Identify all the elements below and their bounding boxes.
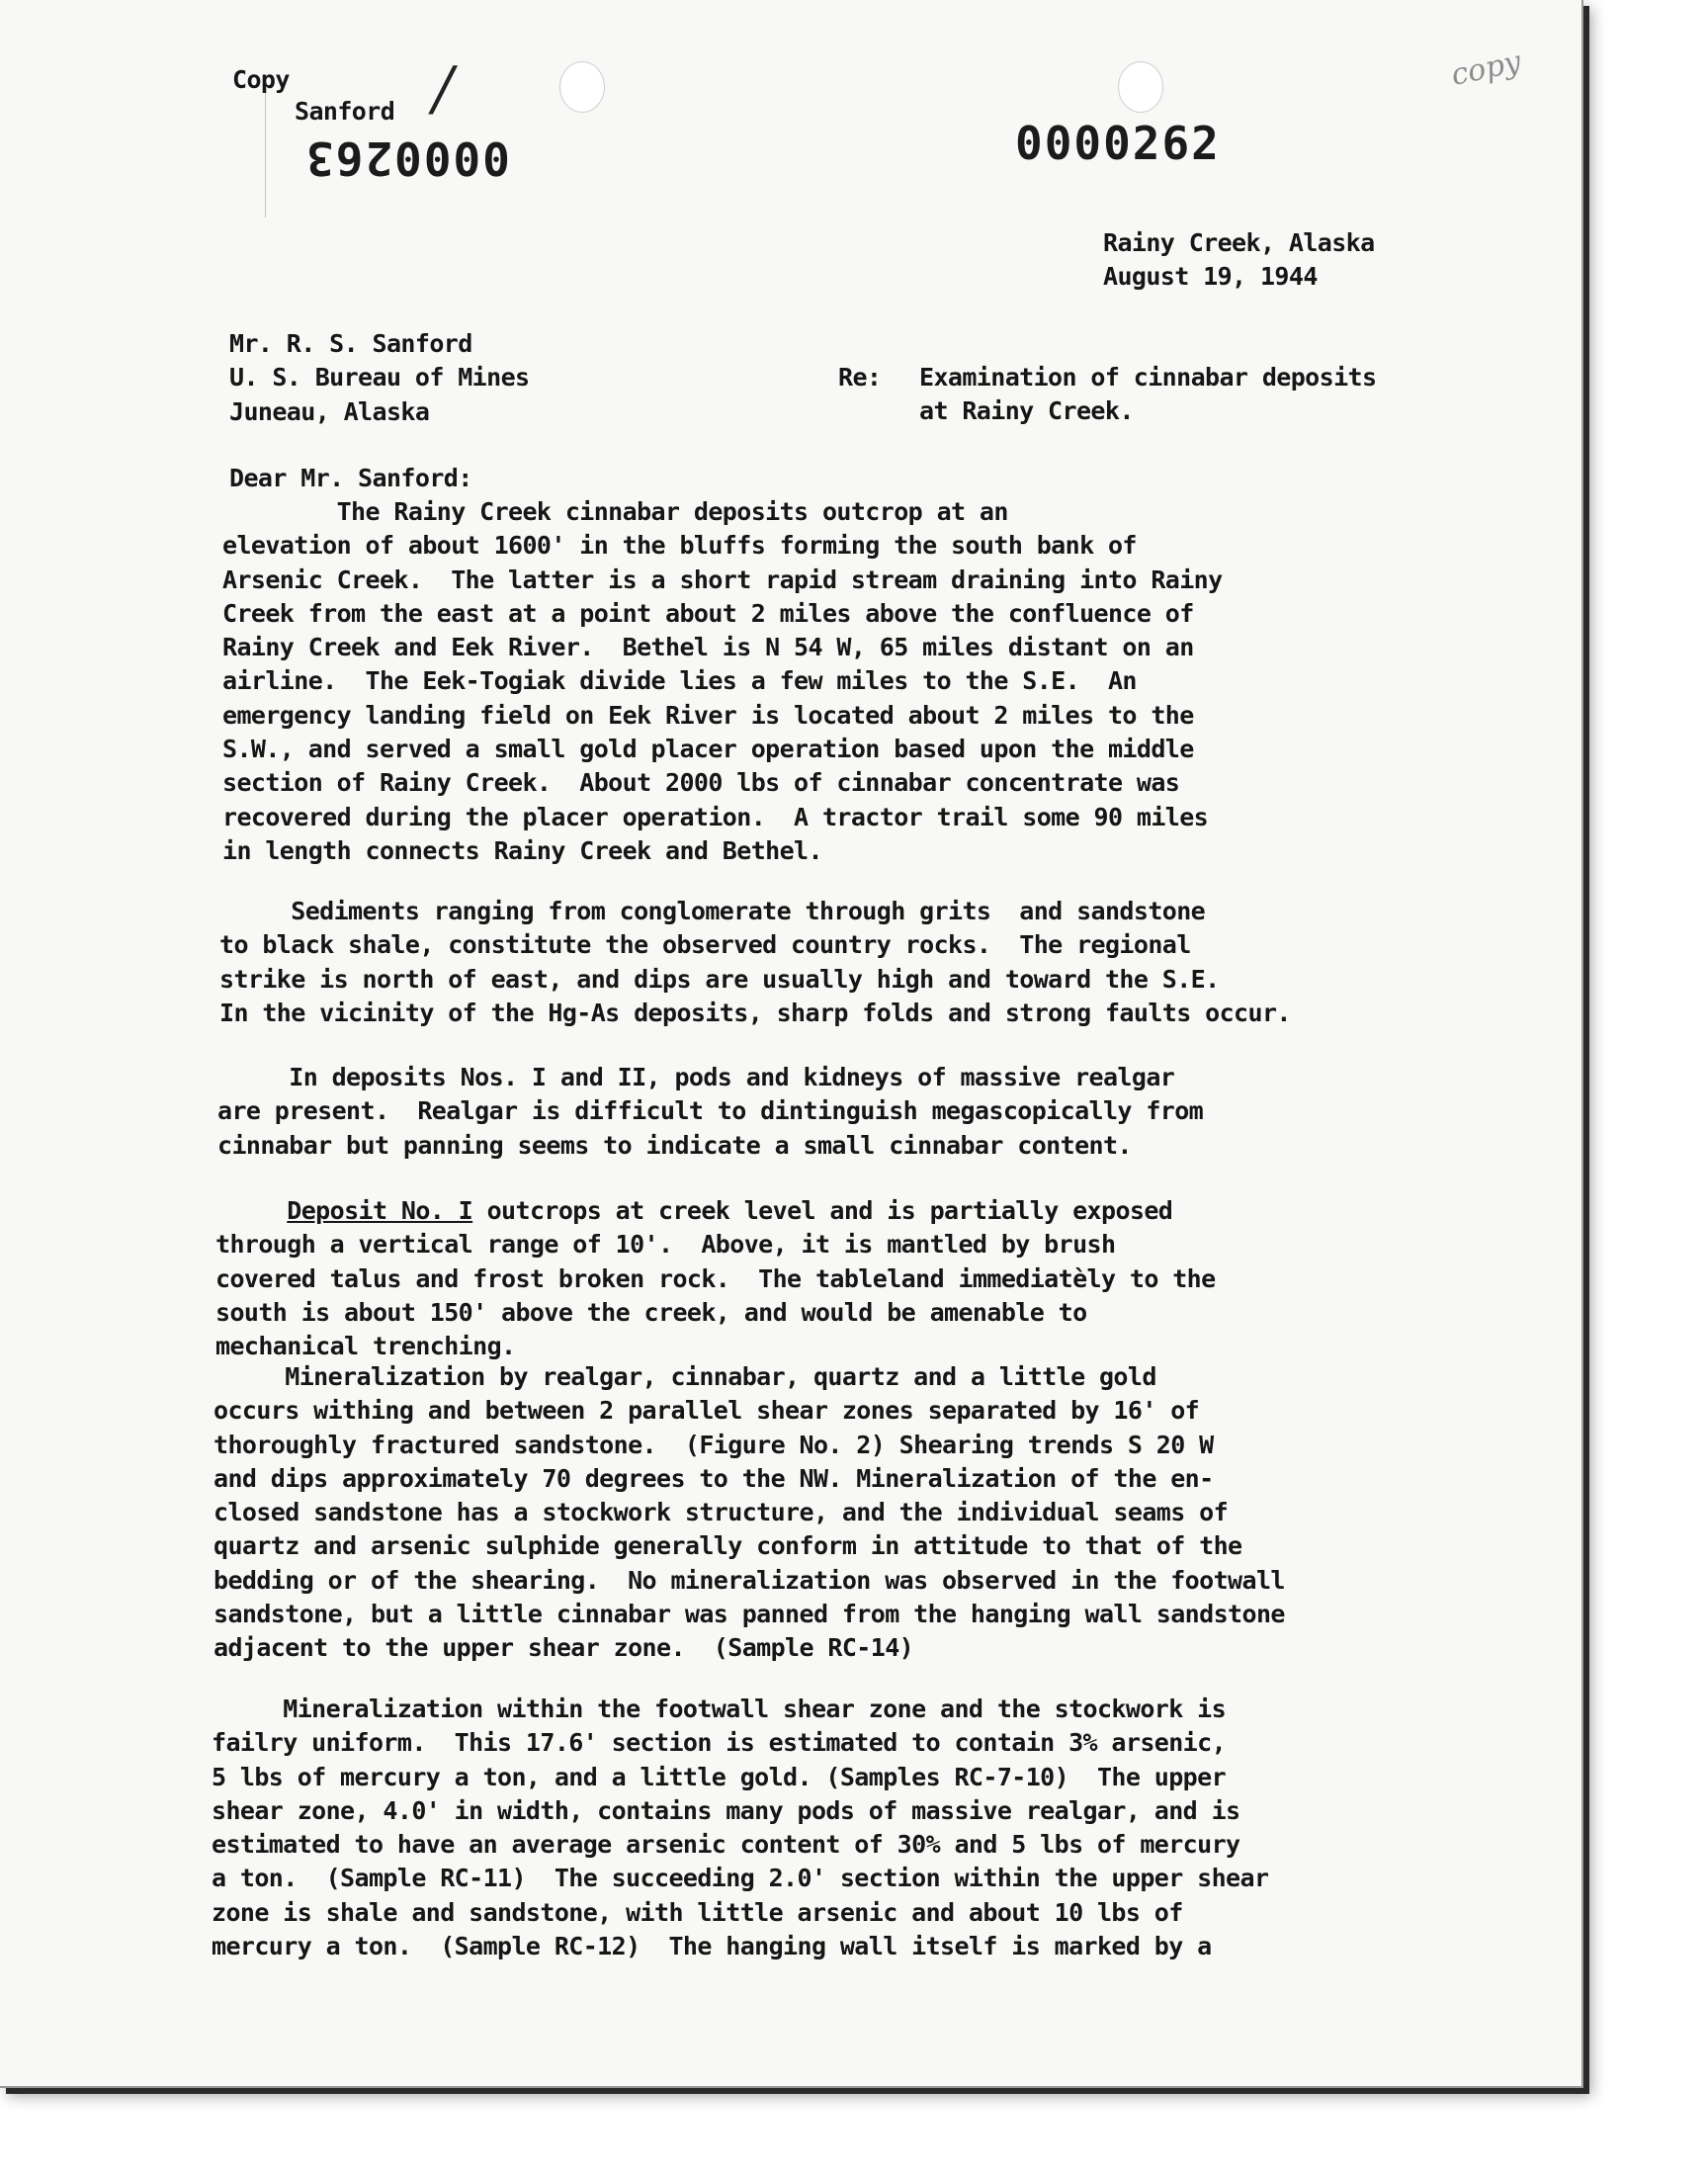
text-line: elevation of about 1600' in the bluffs forming the south bank of xyxy=(222,531,1137,561)
deposit-intro: outcrops at creek level and is partially exposed xyxy=(472,1196,1173,1225)
text-line: mercury a ton. (Sample RC-12) The hanging wall itself is marked by a xyxy=(212,1932,1212,1961)
letter-place: Rainy Creek, Alaska xyxy=(1103,228,1375,257)
punch-hole-left xyxy=(559,61,605,113)
recipient-line: Juneau, Alaska xyxy=(229,396,430,426)
re-label: Re: xyxy=(838,363,882,392)
text-line: S.W., and served a small gold placer operation based upon the middle xyxy=(222,735,1194,764)
text-line: bedding or of the shearing. No mineralization was observed in the footwall xyxy=(214,1565,1285,1595)
text-line: Rainy Creek and Eek River. Bethel is N 54 W, 65 miles distant on an xyxy=(222,633,1194,662)
text-line: are present. Realgar is difficult to dintinguish megascopically from xyxy=(217,1096,1204,1126)
text-line: through a vertical range of 10'. Above, it is mantled by brush xyxy=(215,1230,1116,1260)
text-line: emergency landing field on Eek River is located about 2 miles to the xyxy=(222,700,1194,730)
text-line: occurs withing and between 2 parallel shear zones separated by 16' of xyxy=(214,1396,1200,1426)
text-line: shear zone, 4.0' in width, contains many pods of massive realgar, and is xyxy=(212,1795,1240,1825)
paragraph-6 xyxy=(212,1693,1268,1963)
text-line: Mineralization by realgar, cinnabar, quartz and a little gold xyxy=(214,1362,1156,1391)
re-line: at Rainy Creek. xyxy=(919,396,1134,426)
text-line: recovered during the placer operation. A tractor trail some 90 miles xyxy=(222,802,1209,831)
punch-hole-right xyxy=(1118,61,1163,113)
paragraph-4 xyxy=(215,1194,1216,1363)
text-line: thoroughly fractured sandstone. (Figure No. 2) Shearing trends S 20 W xyxy=(214,1430,1214,1459)
text-line: 5 lbs of mercury a ton, and a little gold. (Samples RC-7-10) The upper xyxy=(212,1762,1227,1791)
text-line: Arsenic Creek. The latter is a short rapid stream draining into Rainy xyxy=(222,565,1223,594)
recipient-line: Mr. R. S. Sanford xyxy=(229,329,472,358)
recipient-block xyxy=(229,327,529,429)
text-line: a ton. (Sample RC-11) The succeeding 2.0' section within the upper shear xyxy=(212,1864,1269,1893)
text-line: estimated to have an average arsenic content of 30% and 5 lbs of mercury xyxy=(212,1830,1240,1860)
paragraph-2 xyxy=(219,895,1291,1030)
text-line: and dips approximately 70 degrees to the NW. Mineralization of the en- xyxy=(214,1463,1214,1493)
recipient-line: U. S. Bureau of Mines xyxy=(229,363,530,392)
copy-label: Copy xyxy=(232,65,290,94)
text-line: Sediments ranging from conglomerate through grits and sandstone xyxy=(219,897,1206,925)
text-line: south is about 150' above the creek, and would be amenable to xyxy=(215,1297,1087,1327)
text-line: section of Rainy Creek. About 2000 lbs of cinnabar concentrate was xyxy=(222,768,1180,798)
letter-date: August 19, 1944 xyxy=(1103,262,1318,291)
sanford-label: Sanford xyxy=(295,97,395,126)
re-line: Examination of cinnabar deposits xyxy=(919,363,1377,392)
text-line: mechanical trenching. xyxy=(215,1332,516,1361)
text-line: airline. The Eek-Togiak divide lies a few miles to the S.E. An xyxy=(222,666,1137,696)
text-line: The Rainy Creek cinnabar deposits outcrop at an xyxy=(222,497,1008,526)
re-subject xyxy=(919,361,1376,429)
handwritten-note: copy xyxy=(1448,44,1524,94)
text-line: quartz and arsenic sulphide generally conform in attitude to that of the xyxy=(214,1531,1242,1561)
paragraph-5 xyxy=(214,1360,1285,1666)
salutation: Dear Mr. Sanford: xyxy=(229,464,472,492)
text-line: strike is north of east, and dips are usually high and toward the S.E. xyxy=(219,964,1220,994)
paragraph-1 xyxy=(222,495,1223,868)
paragraph-3 xyxy=(217,1061,1203,1163)
text-line: In deposits Nos. I and II, pods and kidneys of massive realgar xyxy=(217,1063,1175,1091)
scan-line xyxy=(265,89,266,218)
text-line: Mineralization within the footwall shear zone and the stockwork is xyxy=(212,1695,1227,1723)
text-line: failry uniform. This 17.6' section is estimated to contain 3% arsenic, xyxy=(212,1728,1227,1758)
text-line: sandstone, but a little cinnabar was panned from the hanging wall sandstone xyxy=(214,1600,1285,1629)
text-line: closed sandstone has a stockwork structure, and the individual seams of xyxy=(214,1498,1229,1527)
text-line: In the vicinity of the Hg-As deposits, sharp folds and strong faults occur. xyxy=(219,998,1291,1027)
stamp-number-right: 0000262 xyxy=(1015,117,1221,170)
text-line: cinnabar but panning seems to indicate a small cinnabar content. xyxy=(217,1130,1132,1160)
deposit-heading: Deposit No. I xyxy=(287,1196,473,1225)
text-line xyxy=(215,1194,1216,1228)
check-mark: / xyxy=(433,54,454,124)
text-line: Creek from the east at a point about 2 miles above the confluence of xyxy=(222,598,1194,628)
text-line: in length connects Rainy Creek and Bethel. xyxy=(222,835,822,865)
text-line: covered talus and frost broken rock. The tableland immediatèly to the xyxy=(215,1263,1216,1293)
text-line: to black shale, constitute the observed country rocks. The regional xyxy=(219,930,1191,960)
stamp-number-left: 0000263 xyxy=(304,131,510,185)
text-line: adjacent to the upper shear zone. (Sample RC-14) xyxy=(214,1633,914,1663)
text-line: zone is shale and sandstone, with little arsenic and about 10 lbs of xyxy=(212,1897,1183,1927)
